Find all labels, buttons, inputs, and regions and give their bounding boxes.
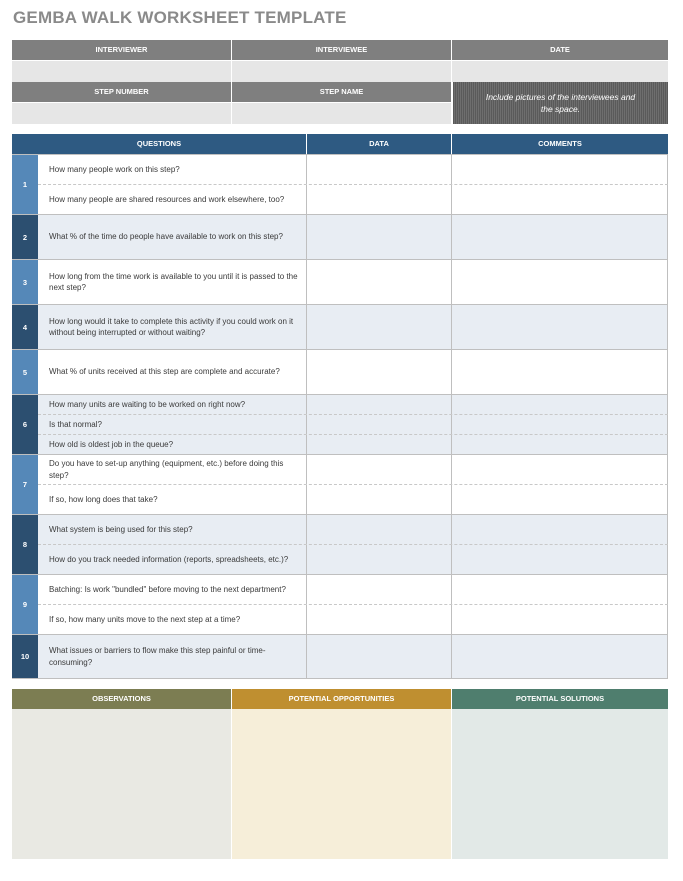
question-row [38,155,668,184]
question-row [38,414,668,434]
comments-cell[interactable] [452,635,668,678]
question-text: How many people are shared resources and work elsewhere, too? [38,185,307,214]
question-group [12,634,668,678]
question-row [38,215,668,259]
question-text: Batching: Is work "bundled" before moving to the next department? [38,575,307,604]
step-name-field[interactable] [232,102,452,124]
question-row [38,604,668,634]
solutions-header: POTENTIAL SOLUTIONS [452,689,668,709]
question-group [12,349,668,394]
question-text: If so, how many units move to the next step at a time? [38,605,307,634]
question-row [38,260,668,304]
question-row [38,184,668,214]
comments-cell[interactable] [452,485,668,514]
comments-cell[interactable] [452,215,668,259]
comments-cell[interactable] [452,350,668,394]
question-text: If so, how long does that take? [38,485,307,514]
comments-cell[interactable] [452,260,668,304]
question-text: Is that normal? [38,415,307,434]
solutions-column [452,689,668,859]
opportunities-column [232,689,452,859]
observations-column [12,689,232,859]
question-row [38,544,668,574]
question-text: How old is oldest job in the queue? [38,435,307,454]
data-cell[interactable] [307,305,452,349]
picture-note-text: Include pictures of the interviewees and the space. [485,92,636,114]
data-cell[interactable] [307,350,452,394]
picture-note [453,82,668,124]
step-number-label: STEP NUMBER [12,82,232,102]
step-number-badge: 2 [12,215,38,259]
interviewee-field[interactable] [232,60,452,82]
data-cell[interactable] [307,485,452,514]
comments-header: COMMENTS [538,139,582,148]
question-group [12,454,668,514]
comments-cell[interactable] [452,415,668,434]
data-cell[interactable] [307,395,452,414]
question-text: What % of the time do people have available to work on this step? [38,215,307,259]
data-cell[interactable] [307,515,452,544]
data-cell[interactable] [307,455,452,484]
solutions-area[interactable] [452,709,668,859]
interviewer-field[interactable] [12,60,232,82]
step-number-badge: 9 [12,575,38,634]
opportunities-header: POTENTIAL OPPORTUNITIES [232,689,451,709]
date-field[interactable] [452,60,668,82]
step-number-badge: 8 [12,515,38,574]
comments-cell[interactable] [452,575,668,604]
header-info-block [12,40,668,124]
question-group [12,154,668,214]
question-row [38,395,668,414]
summary-block [12,689,668,859]
question-text: What issues or barriers to flow make this step painful or time-consuming? [38,635,307,678]
questions-table [12,134,668,679]
question-group [12,574,668,634]
questions-header: QUESTIONS [12,134,307,154]
question-row [38,484,668,514]
step-number-badge: 1 [12,155,38,214]
step-name-label: STEP NAME [232,82,452,102]
comments-cell[interactable] [452,515,668,544]
data-cell[interactable] [307,215,452,259]
questions-table-header [12,134,668,154]
opportunities-area[interactable] [232,709,451,859]
step-number-badge: 4 [12,305,38,349]
comments-cell[interactable] [452,185,668,214]
question-group [12,259,668,304]
question-text: Do you have to set-up anything (equipment, etc.) before doing this step? [38,455,307,484]
question-group [12,214,668,259]
question-row [38,635,668,678]
step-number-badge: 7 [12,455,38,514]
data-cell[interactable] [307,435,452,454]
page-title: GEMBA WALK WORKSHEET TEMPLATE [13,8,347,27]
observations-area[interactable] [12,709,231,859]
comments-cell[interactable] [452,605,668,634]
data-header: DATA [307,134,452,154]
question-text: How long from the time work is available to you until it is passed to the next step? [38,260,307,304]
data-cell[interactable] [307,545,452,574]
question-text: What system is being used for this step? [38,515,307,544]
comments-cell[interactable] [452,435,668,454]
question-row [38,575,668,604]
step-number-badge: 6 [12,395,38,454]
data-cell[interactable] [307,415,452,434]
comments-cell[interactable] [452,455,668,484]
question-text: How long would it take to complete this activity if you could work on it without being interrupted or without waiting? [38,305,307,349]
question-group [12,304,668,349]
data-cell[interactable] [307,185,452,214]
question-row [38,455,668,484]
question-row [38,350,668,394]
observations-header: OBSERVATIONS [12,689,231,709]
date-label: DATE [452,40,668,60]
data-cell[interactable] [307,260,452,304]
question-row [38,305,668,349]
question-text: What % of units received at this step are complete and accurate? [38,350,307,394]
data-cell[interactable] [307,635,452,678]
comments-cell[interactable] [452,545,668,574]
question-row [38,434,668,454]
question-text: How many people work on this step? [38,155,307,184]
data-cell[interactable] [307,605,452,634]
question-groups [12,154,668,678]
step-number-badge: 3 [12,260,38,304]
question-row [38,515,668,544]
interviewer-label: INTERVIEWER [12,40,232,60]
question-group [12,514,668,574]
step-number-badge: 5 [12,350,38,394]
comments-cell[interactable] [452,305,668,349]
step-number-badge: 10 [12,635,38,678]
question-text: How do you track needed information (reports, spreadsheets, etc.)? [38,545,307,574]
comments-cell[interactable] [452,395,668,414]
step-number-field[interactable] [12,102,232,124]
comments-cell[interactable] [452,155,668,184]
question-group [12,394,668,454]
data-cell[interactable] [307,155,452,184]
interviewee-label: INTERVIEWEE [232,40,452,60]
data-cell[interactable] [307,575,452,604]
question-text: How many units are waiting to be worked on right now? [38,395,307,414]
